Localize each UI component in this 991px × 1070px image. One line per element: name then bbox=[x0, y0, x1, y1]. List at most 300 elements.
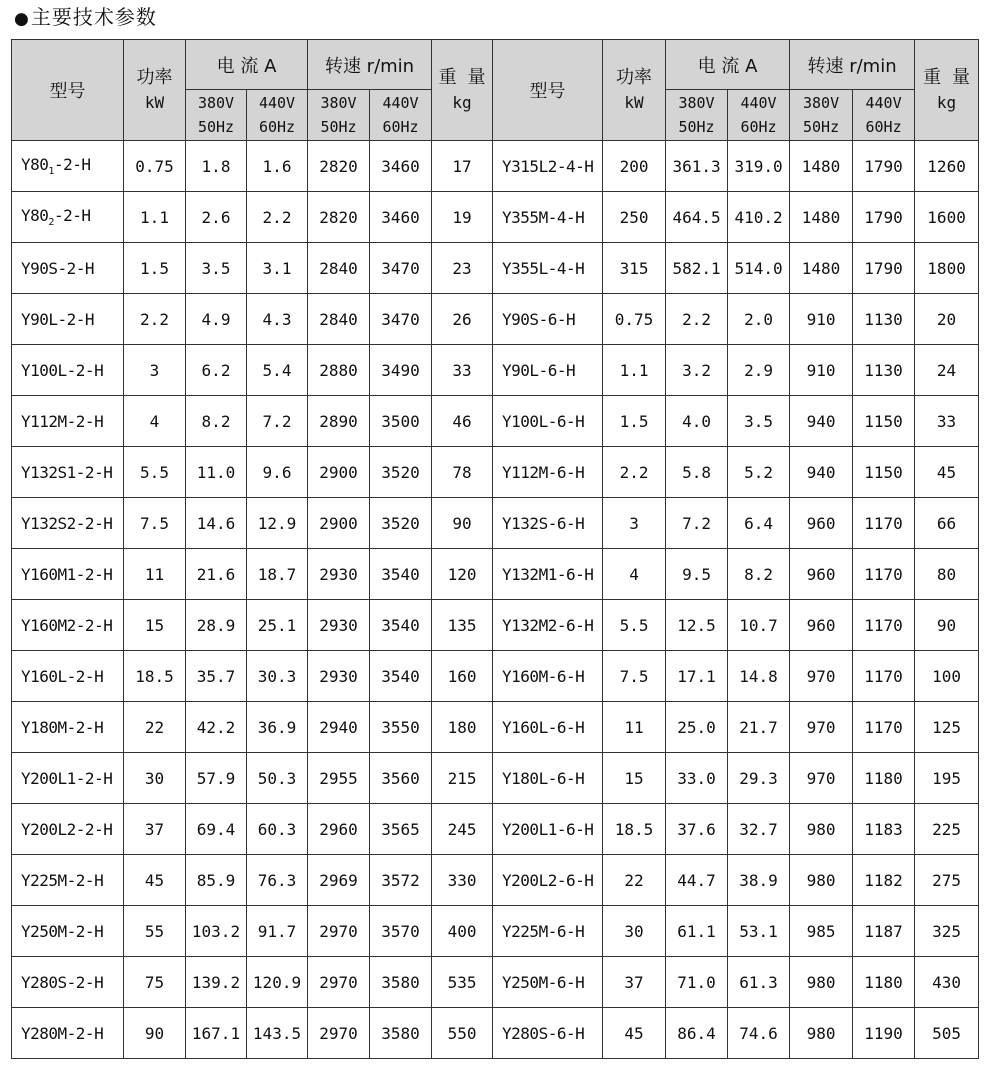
cell-n440: 1790 bbox=[853, 243, 915, 294]
cell-n440: 3560 bbox=[370, 753, 432, 804]
cell-n440: 1150 bbox=[853, 447, 915, 498]
cell-n440: 3540 bbox=[370, 600, 432, 651]
table-row bbox=[12, 651, 979, 702]
cell-power: 200 bbox=[603, 141, 666, 192]
table-row bbox=[12, 549, 979, 600]
header-frequency: 50Hz bbox=[197, 118, 235, 136]
cell-n440: 1190 bbox=[853, 1008, 915, 1059]
cell-i380: 4.0 bbox=[666, 396, 728, 447]
cell-weight: 100 bbox=[915, 651, 979, 702]
cell-power: 15 bbox=[603, 753, 666, 804]
cell-power: 15 bbox=[124, 600, 186, 651]
cell-n440: 1183 bbox=[853, 804, 915, 855]
cell-i440: 14.8 bbox=[728, 651, 790, 702]
table-row bbox=[12, 345, 979, 396]
cell-i440: 25.1 bbox=[247, 600, 308, 651]
spec-table bbox=[11, 39, 979, 1059]
cell-weight: 215 bbox=[432, 753, 493, 804]
cell-weight: 430 bbox=[915, 957, 979, 1008]
cell-weight: 90 bbox=[915, 600, 979, 651]
cell-weight: 505 bbox=[915, 1008, 979, 1059]
cell-weight: 550 bbox=[432, 1008, 493, 1059]
cell-i440: 61.3 bbox=[728, 957, 790, 1008]
cell-i380: 85.9 bbox=[186, 855, 247, 906]
cell-i440: 36.9 bbox=[247, 702, 308, 753]
cell-weight: 330 bbox=[432, 855, 493, 906]
cell-power: 3 bbox=[603, 498, 666, 549]
cell-model bbox=[12, 192, 124, 243]
cell-i440: 91.7 bbox=[247, 906, 308, 957]
header-weight-unit: kg bbox=[452, 93, 472, 112]
cell-model: Y200L1-2-H bbox=[12, 753, 124, 804]
header-frequency: 50Hz bbox=[320, 118, 357, 136]
cell-model: Y225M-2-H bbox=[12, 855, 124, 906]
cell-weight: 325 bbox=[915, 906, 979, 957]
cell-weight: 24 bbox=[915, 345, 979, 396]
table-row bbox=[12, 498, 979, 549]
cell-n380: 2930 bbox=[308, 549, 370, 600]
cell-n380: 2890 bbox=[308, 396, 370, 447]
table-row bbox=[12, 294, 979, 345]
header-speed: 转速 r/min bbox=[790, 40, 915, 90]
table-row bbox=[12, 243, 979, 294]
cell-n380: 980 bbox=[790, 1008, 853, 1059]
cell-model: Y100L-2-H bbox=[12, 345, 124, 396]
header-power-label: 功率 bbox=[616, 67, 653, 88]
table-row bbox=[12, 396, 979, 447]
header-380v-50hz bbox=[186, 90, 247, 141]
cell-n440: 1170 bbox=[853, 651, 915, 702]
cell-i440: 319.0 bbox=[728, 141, 790, 192]
cell-model: Y250M-6-H bbox=[493, 957, 603, 1008]
header-power bbox=[124, 40, 186, 141]
cell-weight: 1600 bbox=[915, 192, 979, 243]
cell-i380: 139.2 bbox=[186, 957, 247, 1008]
header-weight-label: 重 量 bbox=[438, 67, 486, 88]
cell-n380: 960 bbox=[790, 600, 853, 651]
cell-n380: 2970 bbox=[308, 1008, 370, 1059]
cell-n440: 3460 bbox=[370, 141, 432, 192]
cell-weight: 535 bbox=[432, 957, 493, 1008]
cell-n380: 980 bbox=[790, 855, 853, 906]
cell-i440: 7.2 bbox=[247, 396, 308, 447]
cell-i380: 12.5 bbox=[666, 600, 728, 651]
model-subscript: 1 bbox=[48, 166, 54, 178]
header-model: 型号 bbox=[493, 40, 603, 141]
cell-power: 5.5 bbox=[124, 447, 186, 498]
cell-n440: 1180 bbox=[853, 957, 915, 1008]
cell-weight: 90 bbox=[432, 498, 493, 549]
cell-i440: 5.2 bbox=[728, 447, 790, 498]
cell-model: Y160L-6-H bbox=[493, 702, 603, 753]
header-voltage: 440V bbox=[258, 94, 296, 112]
header-frequency: 60Hz bbox=[382, 118, 419, 136]
cell-model: Y280S-2-H bbox=[12, 957, 124, 1008]
cell-n380: 970 bbox=[790, 702, 853, 753]
cell-n380: 960 bbox=[790, 498, 853, 549]
cell-model: Y355L-4-H bbox=[493, 243, 603, 294]
table-row bbox=[12, 906, 979, 957]
cell-power: 11 bbox=[124, 549, 186, 600]
header-power-unit: kW bbox=[624, 93, 644, 112]
cell-power: 2.2 bbox=[124, 294, 186, 345]
cell-i440: 32.7 bbox=[728, 804, 790, 855]
header-weight bbox=[432, 40, 493, 141]
cell-weight: 125 bbox=[915, 702, 979, 753]
table-row bbox=[12, 192, 979, 243]
cell-i440: 120.9 bbox=[247, 957, 308, 1008]
cell-power: 45 bbox=[124, 855, 186, 906]
header-380v-50hz bbox=[308, 90, 370, 141]
cell-n440: 1150 bbox=[853, 396, 915, 447]
cell-n440: 3572 bbox=[370, 855, 432, 906]
cell-model: Y200L2-2-H bbox=[12, 804, 124, 855]
model-suffix: -2-H bbox=[53, 205, 91, 225]
cell-n380: 970 bbox=[790, 651, 853, 702]
cell-i380: 33.0 bbox=[666, 753, 728, 804]
cell-weight: 19 bbox=[432, 192, 493, 243]
table-row bbox=[12, 753, 979, 804]
header-voltage: 380V bbox=[802, 94, 840, 112]
cell-i380: 44.7 bbox=[666, 855, 728, 906]
cell-power: 1.1 bbox=[603, 345, 666, 396]
cell-n380: 2840 bbox=[308, 294, 370, 345]
cell-i380: 361.3 bbox=[666, 141, 728, 192]
cell-n440: 1130 bbox=[853, 345, 915, 396]
cell-power: 3 bbox=[124, 345, 186, 396]
cell-i440: 38.9 bbox=[728, 855, 790, 906]
cell-i380: 2.2 bbox=[666, 294, 728, 345]
cell-model: Y132S2-2-H bbox=[12, 498, 124, 549]
cell-n440: 3550 bbox=[370, 702, 432, 753]
cell-n380: 910 bbox=[790, 294, 853, 345]
cell-i440: 8.2 bbox=[728, 549, 790, 600]
cell-n440: 3540 bbox=[370, 549, 432, 600]
cell-i380: 103.2 bbox=[186, 906, 247, 957]
cell-power: 1.5 bbox=[603, 396, 666, 447]
cell-i440: 514.0 bbox=[728, 243, 790, 294]
table-row bbox=[12, 702, 979, 753]
cell-n380: 2969 bbox=[308, 855, 370, 906]
cell-i440: 18.7 bbox=[247, 549, 308, 600]
cell-power: 37 bbox=[603, 957, 666, 1008]
cell-i380: 21.6 bbox=[186, 549, 247, 600]
model-name: Y80 bbox=[21, 205, 49, 225]
cell-n440: 3500 bbox=[370, 396, 432, 447]
cell-i440: 60.3 bbox=[247, 804, 308, 855]
cell-power: 250 bbox=[603, 192, 666, 243]
cell-model: Y180L-6-H bbox=[493, 753, 603, 804]
cell-power: 5.5 bbox=[603, 600, 666, 651]
cell-power: 315 bbox=[603, 243, 666, 294]
cell-n440: 1130 bbox=[853, 294, 915, 345]
cell-n440: 1187 bbox=[853, 906, 915, 957]
cell-model: Y355M-4-H bbox=[493, 192, 603, 243]
cell-model: Y112M-2-H bbox=[12, 396, 124, 447]
cell-power: 2.2 bbox=[603, 447, 666, 498]
cell-model: Y280S-6-H bbox=[493, 1008, 603, 1059]
header-frequency: 60Hz bbox=[865, 118, 902, 136]
cell-weight: 23 bbox=[432, 243, 493, 294]
cell-n440: 3490 bbox=[370, 345, 432, 396]
cell-i380: 6.2 bbox=[186, 345, 247, 396]
cell-n440: 3565 bbox=[370, 804, 432, 855]
cell-n380: 2970 bbox=[308, 957, 370, 1008]
cell-n380: 2970 bbox=[308, 906, 370, 957]
cell-n440: 3470 bbox=[370, 243, 432, 294]
header-power bbox=[603, 40, 666, 141]
cell-i380: 25.0 bbox=[666, 702, 728, 753]
cell-n380: 980 bbox=[790, 957, 853, 1008]
cell-n440: 1170 bbox=[853, 498, 915, 549]
cell-i440: 74.6 bbox=[728, 1008, 790, 1059]
cell-i440: 9.6 bbox=[247, 447, 308, 498]
cell-n440: 3580 bbox=[370, 1008, 432, 1059]
header-voltage: 440V bbox=[382, 94, 419, 112]
cell-n440: 3580 bbox=[370, 957, 432, 1008]
cell-i380: 1.8 bbox=[186, 141, 247, 192]
cell-power: 90 bbox=[124, 1008, 186, 1059]
cell-weight: 80 bbox=[915, 549, 979, 600]
header-frequency: 50Hz bbox=[678, 118, 715, 136]
cell-n440: 1182 bbox=[853, 855, 915, 906]
cell-i380: 57.9 bbox=[186, 753, 247, 804]
cell-n440: 1790 bbox=[853, 192, 915, 243]
cell-n380: 1480 bbox=[790, 192, 853, 243]
cell-i380: 17.1 bbox=[666, 651, 728, 702]
cell-i440: 12.9 bbox=[247, 498, 308, 549]
header-power-unit: kW bbox=[144, 93, 165, 112]
header-440v-60hz bbox=[728, 90, 790, 141]
cell-i380: 5.8 bbox=[666, 447, 728, 498]
cell-model: Y180M-2-H bbox=[12, 702, 124, 753]
cell-n380: 940 bbox=[790, 396, 853, 447]
table-row bbox=[12, 804, 979, 855]
cell-model: Y90S-6-H bbox=[493, 294, 603, 345]
cell-weight: 400 bbox=[432, 906, 493, 957]
cell-n380: 2820 bbox=[308, 192, 370, 243]
cell-model: Y160M-6-H bbox=[493, 651, 603, 702]
cell-i440: 1.6 bbox=[247, 141, 308, 192]
cell-weight: 120 bbox=[432, 549, 493, 600]
header-model: 型号 bbox=[12, 40, 124, 141]
cell-model: Y160M1-2-H bbox=[12, 549, 124, 600]
cell-i380: 69.4 bbox=[186, 804, 247, 855]
cell-power: 1.5 bbox=[124, 243, 186, 294]
cell-i440: 53.1 bbox=[728, 906, 790, 957]
cell-n380: 2880 bbox=[308, 345, 370, 396]
cell-i380: 28.9 bbox=[186, 600, 247, 651]
cell-weight: 78 bbox=[432, 447, 493, 498]
cell-i380: 4.9 bbox=[186, 294, 247, 345]
cell-i440: 50.3 bbox=[247, 753, 308, 804]
cell-model: Y315L2-4-H bbox=[493, 141, 603, 192]
cell-model: Y132S-6-H bbox=[493, 498, 603, 549]
header-speed: 转速 r/min bbox=[308, 40, 432, 90]
model-name: Y80 bbox=[21, 154, 49, 174]
header-380v-50hz bbox=[790, 90, 853, 141]
cell-i380: 8.2 bbox=[186, 396, 247, 447]
cell-n380: 940 bbox=[790, 447, 853, 498]
cell-power: 18.5 bbox=[603, 804, 666, 855]
header-voltage: 380V bbox=[320, 94, 357, 112]
header-voltage: 380V bbox=[678, 94, 715, 112]
cell-power: 11 bbox=[603, 702, 666, 753]
cell-i440: 143.5 bbox=[247, 1008, 308, 1059]
cell-i380: 2.6 bbox=[186, 192, 247, 243]
table-row bbox=[12, 447, 979, 498]
cell-model: Y200L2-6-H bbox=[493, 855, 603, 906]
cell-n440: 1170 bbox=[853, 549, 915, 600]
cell-i380: 86.4 bbox=[666, 1008, 728, 1059]
table-row bbox=[12, 1008, 979, 1059]
cell-power: 7.5 bbox=[603, 651, 666, 702]
cell-weight: 17 bbox=[432, 141, 493, 192]
cell-model bbox=[12, 141, 124, 192]
cell-weight: 1800 bbox=[915, 243, 979, 294]
cell-power: 0.75 bbox=[603, 294, 666, 345]
cell-i440: 6.4 bbox=[728, 498, 790, 549]
cell-n380: 2955 bbox=[308, 753, 370, 804]
cell-i380: 7.2 bbox=[666, 498, 728, 549]
cell-n380: 2820 bbox=[308, 141, 370, 192]
header-current: 电 流 A bbox=[186, 40, 308, 90]
cell-n440: 3570 bbox=[370, 906, 432, 957]
cell-n380: 970 bbox=[790, 753, 853, 804]
table-row bbox=[12, 600, 979, 651]
bullet-icon: ● bbox=[14, 9, 30, 29]
cell-model: Y112M-6-H bbox=[493, 447, 603, 498]
cell-weight: 135 bbox=[432, 600, 493, 651]
cell-i380: 61.1 bbox=[666, 906, 728, 957]
cell-model: Y225M-6-H bbox=[493, 906, 603, 957]
cell-weight: 1260 bbox=[915, 141, 979, 192]
cell-weight: 33 bbox=[432, 345, 493, 396]
cell-model: Y90L-2-H bbox=[12, 294, 124, 345]
cell-i440: 4.3 bbox=[247, 294, 308, 345]
page-title bbox=[14, 3, 157, 31]
table-row bbox=[12, 957, 979, 1008]
header-power-label: 功率 bbox=[136, 67, 173, 88]
cell-i440: 3.1 bbox=[247, 243, 308, 294]
cell-weight: 46 bbox=[432, 396, 493, 447]
cell-i380: 14.6 bbox=[186, 498, 247, 549]
cell-power: 45 bbox=[603, 1008, 666, 1059]
header-weight bbox=[915, 40, 979, 141]
cell-model: Y280M-2-H bbox=[12, 1008, 124, 1059]
cell-model: Y132M1-6-H bbox=[493, 549, 603, 600]
cell-model: Y200L1-6-H bbox=[493, 804, 603, 855]
cell-weight: 195 bbox=[915, 753, 979, 804]
cell-n440: 3470 bbox=[370, 294, 432, 345]
header-frequency: 60Hz bbox=[740, 118, 777, 136]
cell-power: 55 bbox=[124, 906, 186, 957]
cell-n440: 1170 bbox=[853, 702, 915, 753]
cell-i380: 582.1 bbox=[666, 243, 728, 294]
cell-power: 0.75 bbox=[124, 141, 186, 192]
cell-n380: 2930 bbox=[308, 651, 370, 702]
cell-i440: 29.3 bbox=[728, 753, 790, 804]
cell-i380: 167.1 bbox=[186, 1008, 247, 1059]
cell-n380: 1480 bbox=[790, 141, 853, 192]
header-frequency: 50Hz bbox=[802, 118, 840, 136]
cell-model: Y90L-6-H bbox=[493, 345, 603, 396]
cell-power: 4 bbox=[603, 549, 666, 600]
cell-n380: 2940 bbox=[308, 702, 370, 753]
cell-i440: 21.7 bbox=[728, 702, 790, 753]
cell-n380: 2900 bbox=[308, 498, 370, 549]
header-voltage: 380V bbox=[197, 94, 235, 112]
cell-weight: 245 bbox=[432, 804, 493, 855]
header-current: 电 流 A bbox=[666, 40, 790, 90]
cell-weight: 160 bbox=[432, 651, 493, 702]
cell-power: 22 bbox=[124, 702, 186, 753]
cell-i380: 3.2 bbox=[666, 345, 728, 396]
cell-n440: 3520 bbox=[370, 447, 432, 498]
cell-n380: 2930 bbox=[308, 600, 370, 651]
cell-model: Y250M-2-H bbox=[12, 906, 124, 957]
header-frequency: 60Hz bbox=[258, 118, 296, 136]
cell-n380: 910 bbox=[790, 345, 853, 396]
cell-i380: 71.0 bbox=[666, 957, 728, 1008]
cell-i440: 2.9 bbox=[728, 345, 790, 396]
model-subscript: 2 bbox=[48, 217, 54, 229]
cell-n380: 960 bbox=[790, 549, 853, 600]
cell-power: 30 bbox=[603, 906, 666, 957]
cell-model: Y160L-2-H bbox=[12, 651, 124, 702]
cell-model: Y100L-6-H bbox=[493, 396, 603, 447]
cell-power: 1.1 bbox=[124, 192, 186, 243]
spec-table-body bbox=[12, 141, 979, 1059]
cell-i440: 2.2 bbox=[247, 192, 308, 243]
page-title-text: 主要技术参数 bbox=[30, 5, 157, 29]
cell-i440: 2.0 bbox=[728, 294, 790, 345]
cell-i380: 9.5 bbox=[666, 549, 728, 600]
cell-n380: 980 bbox=[790, 804, 853, 855]
cell-model: Y90S-2-H bbox=[12, 243, 124, 294]
cell-power: 4 bbox=[124, 396, 186, 447]
header-440v-60hz bbox=[247, 90, 308, 141]
cell-model: Y132M2-6-H bbox=[493, 600, 603, 651]
cell-weight: 275 bbox=[915, 855, 979, 906]
cell-i380: 3.5 bbox=[186, 243, 247, 294]
header-440v-60hz bbox=[853, 90, 915, 141]
header-voltage: 440V bbox=[740, 94, 777, 112]
cell-model: Y160M2-2-H bbox=[12, 600, 124, 651]
cell-power: 7.5 bbox=[124, 498, 186, 549]
cell-n440: 1180 bbox=[853, 753, 915, 804]
header-380v-50hz bbox=[666, 90, 728, 141]
cell-i440: 30.3 bbox=[247, 651, 308, 702]
cell-n380: 2900 bbox=[308, 447, 370, 498]
cell-i440: 3.5 bbox=[728, 396, 790, 447]
cell-n440: 1790 bbox=[853, 141, 915, 192]
table-row bbox=[12, 141, 979, 192]
cell-i380: 11.0 bbox=[186, 447, 247, 498]
cell-n440: 3460 bbox=[370, 192, 432, 243]
cell-i380: 37.6 bbox=[666, 804, 728, 855]
cell-weight: 225 bbox=[915, 804, 979, 855]
cell-weight: 180 bbox=[432, 702, 493, 753]
model-suffix: -2-H bbox=[53, 154, 91, 174]
cell-n380: 2960 bbox=[308, 804, 370, 855]
cell-i440: 5.4 bbox=[247, 345, 308, 396]
cell-power: 30 bbox=[124, 753, 186, 804]
header-weight-label: 重 量 bbox=[923, 67, 970, 88]
cell-power: 37 bbox=[124, 804, 186, 855]
cell-n440: 1170 bbox=[853, 600, 915, 651]
cell-n380: 2840 bbox=[308, 243, 370, 294]
